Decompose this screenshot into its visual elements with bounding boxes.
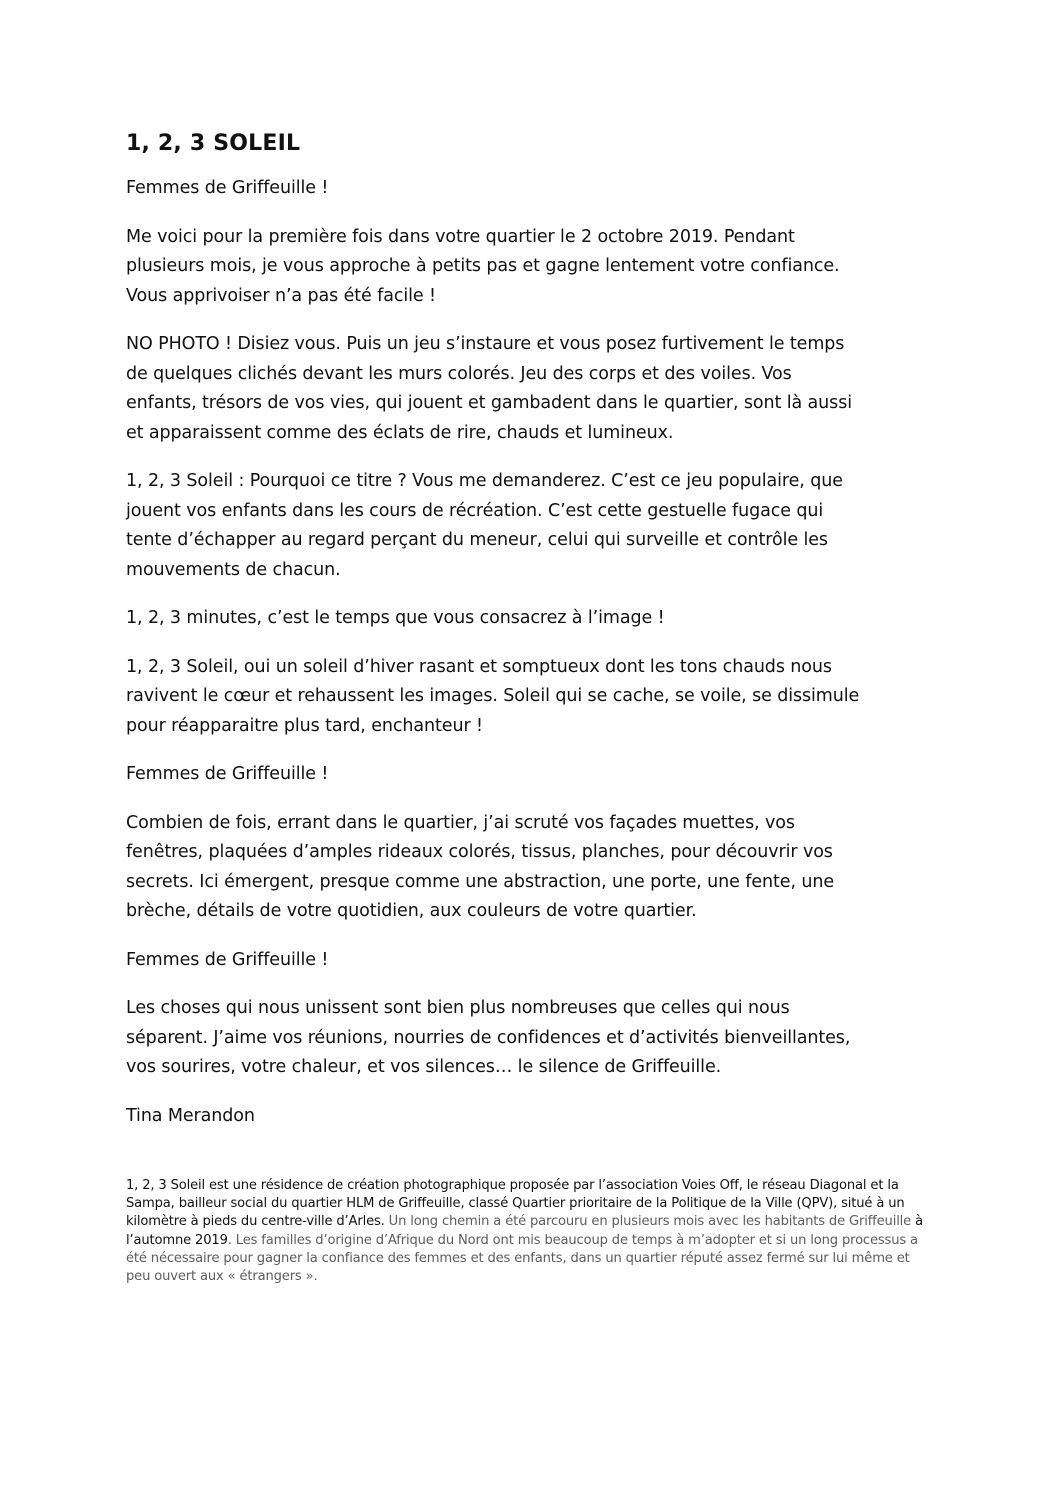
- signature: Tina Merandon: [126, 1105, 255, 1126]
- paragraph: 1, 2, 3 Soleil : Pourquoi ce titre ? Vous me demanderez. C’est ce jeu populaire, que jouent vos enfants dans les cours de récréation. C’est cette gestuelle fugace qui tente d’échapper au regard perçant du meneur, celui qui surveille et contrôle les mouvements de chacun.: [126, 471, 843, 580]
- document-body: [126, 128, 926, 1150]
- paragraph: 1, 2, 3 Soleil, oui un soleil d’hiver rasant et somptueux dont les tons chauds nous ravivent le cœur et rehaussent les images. Soleil qui se cache, se voile, se dissimule pour réapparaitre plus tard, enchanteur !: [126, 656, 860, 736]
- paragraph: Femmes de Griffeuille !: [126, 178, 329, 198]
- footnote-text-secondary: Un long chemin a été parcouru en plusieurs mois avec les habitants de Griffeuille: [384, 1214, 916, 1230]
- footnote: [126, 1177, 926, 1286]
- paragraph: NO PHOTO ! Disiez vous. Puis un jeu s’instaure et vous posez furtivement le temps de quelques clichés devant les murs colorés. Jeu des corps et des voiles. Vos enfants, trésors de vos vies, qui jouent et gambadent dans le quartier, sont là aussi et apparaissent comme des éclats de rire, chauds et lumineux.: [126, 334, 852, 443]
- document-title: 1, 2, 3 SOLEIL: [126, 131, 301, 156]
- footnote-text-main: 1, 2, 3 Soleil est une résidence de création photographique proposée par l’association Voies Off, le réseau Diagonal et la Sampa, bailleur social du quartier HLM de Griffeuille, classé Quartier prioritaire de la Politique de la Ville (QPV), situé à un kilomètre à pieds du centre-ville d’Arles.: [126, 1178, 905, 1230]
- footnote-text-secondary-end: . Les familles d’origine d’Afrique du Nord ont mis beaucoup de temps à m’adopter et si un long processus a été nécessaire pour gagner la confiance des femmes et des enfants, dans un quartier réputé assez fermé sur lui même et peu ouvert aux « étrangers ».: [126, 1232, 918, 1285]
- paragraph: Me voici pour la première fois dans votre quartier le 2 octobre 2019. Pendant plusieurs mois, je vous approche à petits pas et gagne lentement votre confiance. Vous apprivoiser n’a pas été facile !: [126, 226, 840, 306]
- paragraph: Femmes de Griffeuille !: [126, 949, 329, 970]
- paragraph: Femmes de Griffeuille !: [126, 764, 329, 784]
- paragraph: Combien de fois, errant dans le quartier, j’ai scruté vos façades muettes, vos fenêtres, plaquées d’amples rideaux colorés, tissus, planches, pour découvrir vos secrets. Ici émergent, presque comme une abstraction, une porte, une fente, une brèche, détails de votre quotidien, aux couleurs de votre quartier.: [126, 812, 835, 921]
- paragraph: Les choses qui nous unissent sont bien plus nombreuses que celles qui nous séparent. J’aime vos réunions, nourries de confidences et d’activités bienveillantes, vos sourires, votre chaleur, et vos silences… le silence de Griffeuille.: [126, 998, 851, 1077]
- footnote-text-date: à l’automne 2019: [126, 1214, 923, 1248]
- paragraph: 1, 2, 3 minutes, c’est le temps que vous consacrez à l’image !: [126, 608, 665, 628]
